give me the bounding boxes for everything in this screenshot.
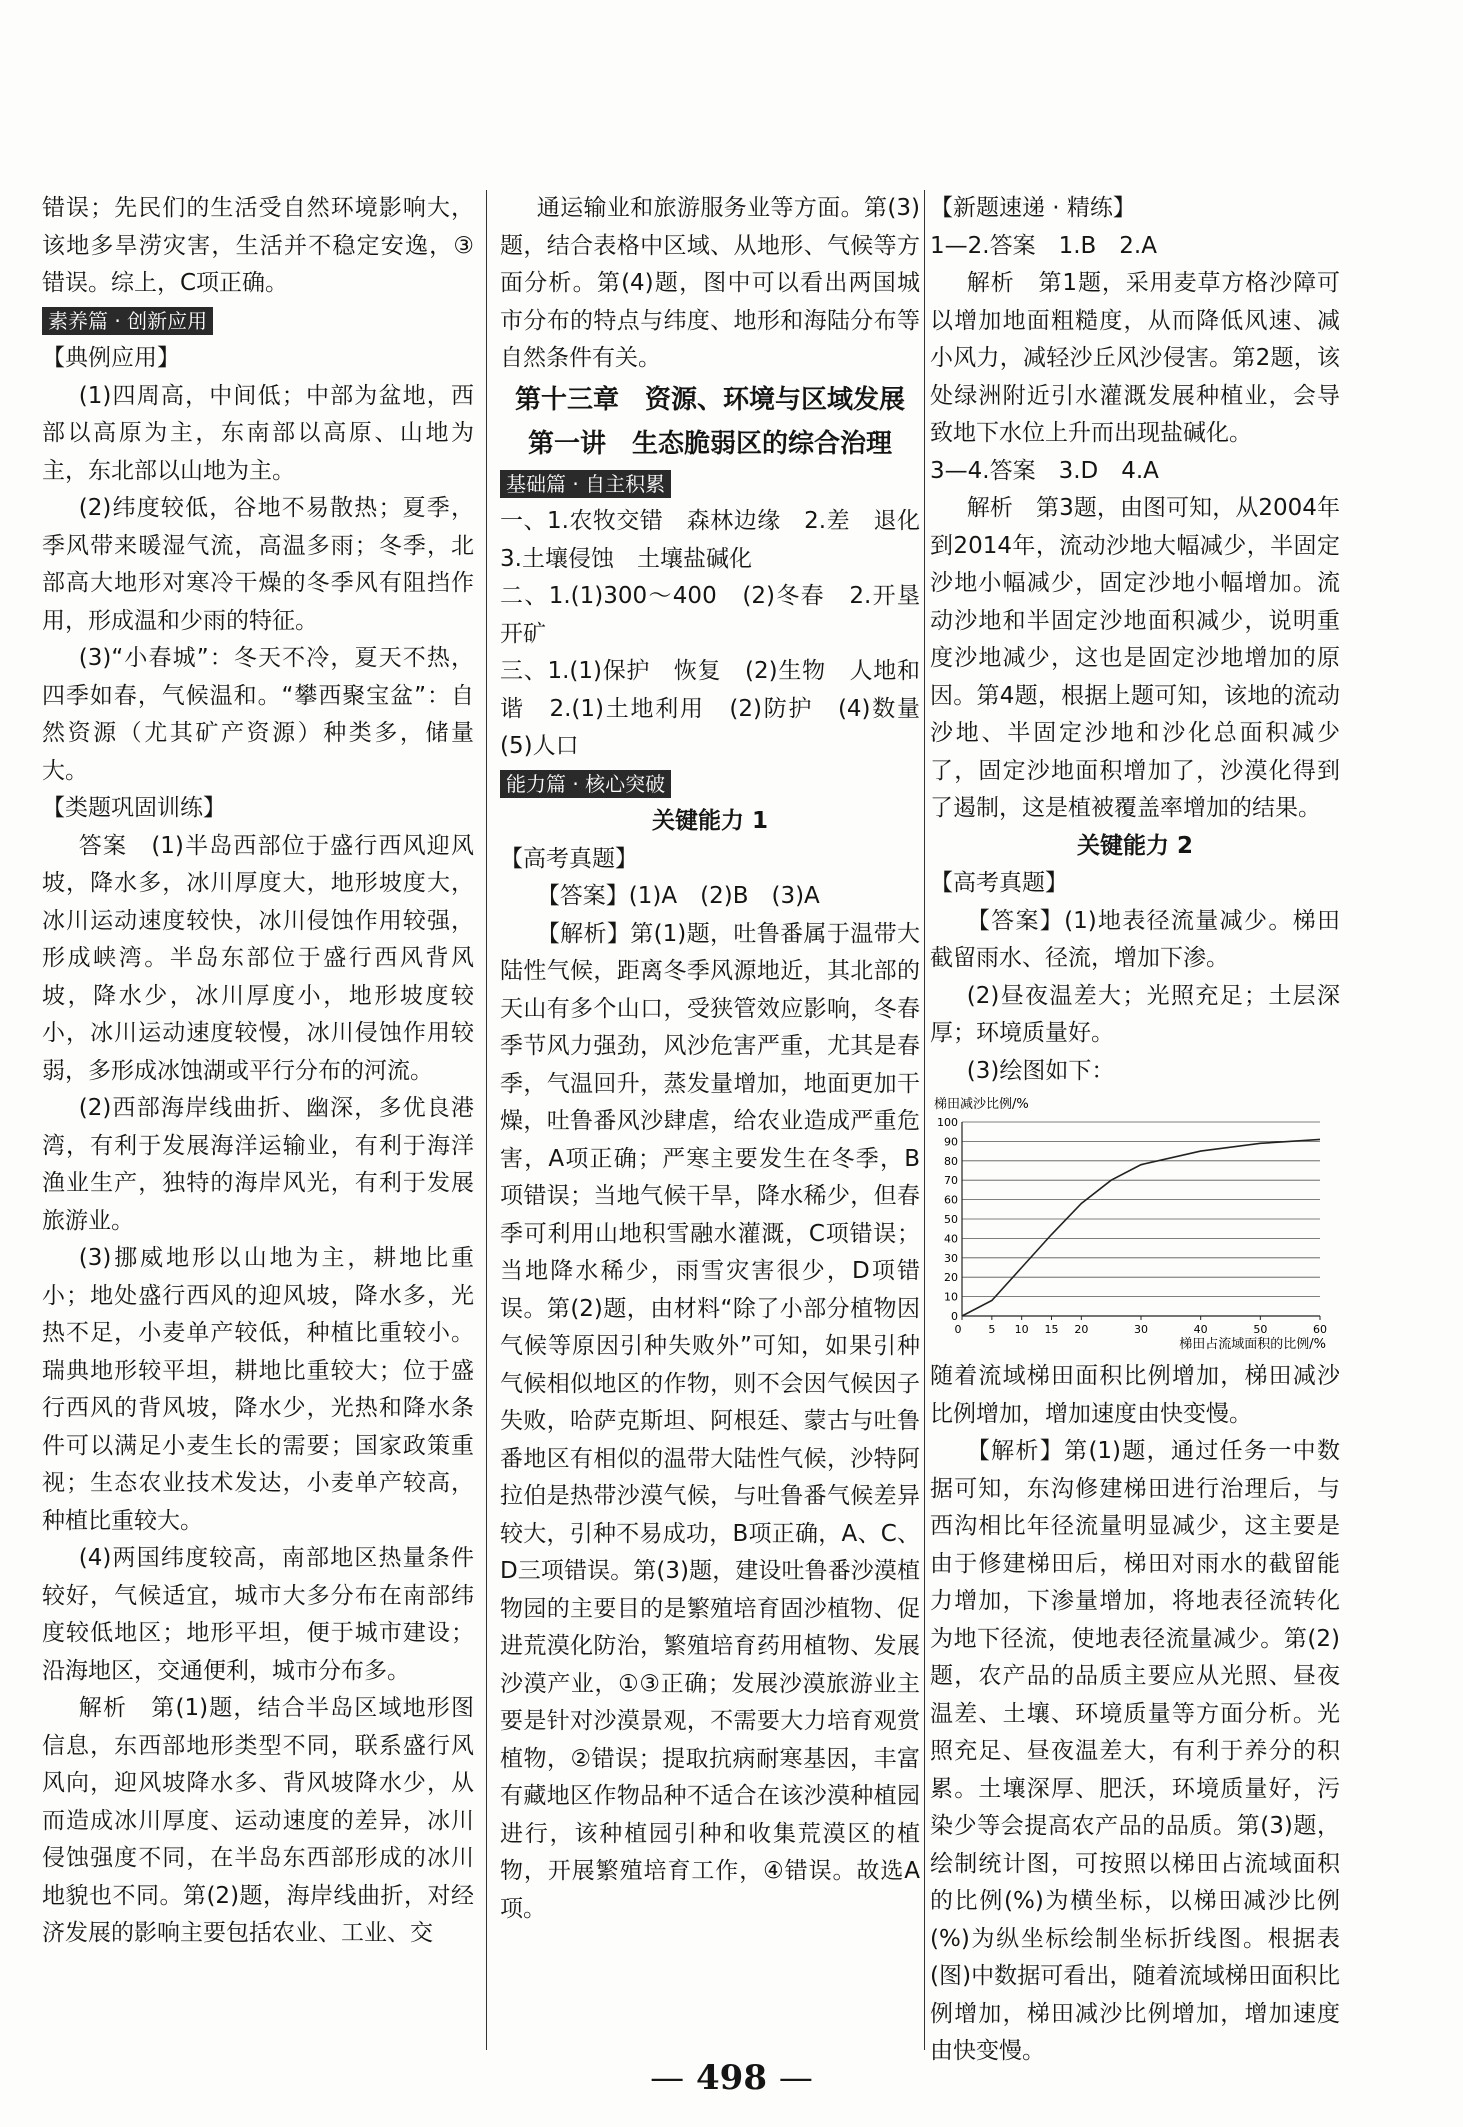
- x-tick-label: 40: [1193, 1323, 1208, 1336]
- y-tick-label: 30: [944, 1251, 958, 1265]
- x-tick-label: 20: [1074, 1323, 1089, 1336]
- analysis: 【解析】第(1)题，通过任务一中数据可知，东沟修建梯田进行治理后，与西沟相比年径流量明显减少，这主要是由于修建梯田后，梯田对雨水的截留能力增加，下渗量增加，将地表径流转化为地下径流，使地表径流量减少。第(2)题，农产品的品质主要应从光照、昼夜温差、土壤、环境质量等方面分析。光照充足、昼夜温差大，有利于养分的积累。土壤深厚、肥沃，环境质量好，污染少等会提高农产品的品质。第(3)题，绘制统计图，可按照以梯田占流域面积的比例(%)为横坐标，以梯田减沙比例(%)为纵坐标绘制坐标折线图。根据表(图)中数据可看出，随着流域梯田面积比例增加，梯田减沙比例增加，增加速度由快变慢。: [930, 1438, 1340, 2064]
- y-tick-label: 20: [944, 1271, 958, 1285]
- paragraph: 错误；先民们的生活受自然环境影响大，该地多旱涝灾害，生活并不稳定安逸，③错误。综上，C项正确。: [42, 195, 474, 296]
- x-tick-label: 0: [954, 1323, 962, 1336]
- answer: (3)绘图如下：: [966, 1057, 1115, 1084]
- page-number-value: 498: [696, 2058, 767, 2098]
- y-tick-label: 90: [944, 1135, 958, 1149]
- answer: (2)昼夜温差大；光照充足；土层深厚；环境质量好。: [930, 982, 1340, 1046]
- y-tick-label: 10: [944, 1290, 958, 1304]
- series-line: [962, 1139, 1320, 1316]
- answer: 【答案】(1)A (2)B (3)A: [536, 883, 820, 909]
- y-tick-label: 40: [944, 1232, 958, 1246]
- y-axis-label: 梯田减沙比例/%: [934, 1097, 1029, 1112]
- analysis: 解析 第1题，采用麦草方格沙障可以增加地面粗糙度，从而降低风速、减小风力，减轻沙丘风沙侵害。第2题，该处绿洲附近引水灌溉发展种植业，会导致地下水位上升而出现盐碱化。: [930, 270, 1340, 446]
- answer: 答案 (1)半岛西部位于盛行西风迎风坡，降水多，冰川厚度大，地形坡度大，冰川运动速度较快，冰川侵蚀作用较强，形成峡湾。半岛东部位于盛行西风背风坡，降水少，冰川厚度小，地形坡度较小，冰川运动速度较慢，冰川侵蚀作用较弱，多形成冰蚀湖或平行分布的河流。: [42, 832, 474, 1084]
- heading-gaokao: 【高考真题】: [500, 845, 638, 872]
- x-tick-label: 10: [1014, 1323, 1029, 1336]
- chart-conclusion: 随着流域梯田面积比例增加，梯田减沙比例增加，增加速度由快变慢。: [930, 1363, 1340, 1427]
- key-ability-heading: 关键能力 2: [1076, 832, 1193, 859]
- answer-line: 一、1.农牧交错 森林边缘 2.差 退化 3.土壤侵蚀 土壤盐碱化: [500, 508, 943, 572]
- x-tick-label: 30: [1134, 1323, 1148, 1336]
- x-tick-label: 15: [1044, 1323, 1059, 1336]
- answer: (2)西部海岸线曲折、幽深，多优良港湾，有利于发展海洋运输业，有利于海洋渔业生产，独特的海岸风光，有利于发展旅游业。: [42, 1095, 474, 1234]
- heading-dianli: 【典例应用】: [42, 345, 180, 371]
- x-tick-label: 5: [988, 1323, 996, 1336]
- paragraph: (1)四周高，中间低；中部为盆地，西部以高原为主，东南部以高原、山地为主，东北部以山地为主。: [42, 382, 474, 484]
- y-tick-label: 60: [944, 1193, 958, 1207]
- y-tick-label: 80: [944, 1154, 958, 1168]
- answer: (4)两国纬度较高，南部地区热量条件较好，气候适宜，城市大多分布在南部纬度较低地区；地形平坦，便于城市建设；沿海地区，交通便利，城市分布多。: [42, 1545, 474, 1684]
- section-tag-suyang: 素养篇 · 创新应用: [42, 307, 213, 335]
- answer: (3)挪威地形以山地为主，耕地比重小；地处盛行西风的迎风坡，降水多，光热不足，小麦单产较低，种植比重较小。瑞典地形较平坦，耕地比重较大；位于盛行西风的背风坡，降水少，光热和降水条件可以满足小麦生长的需要；国家政策重视；生态农业技术发达，小麦单产较高，种植比重较大。: [42, 1245, 474, 1534]
- paragraph: (2)纬度较低，谷地不易散热；夏季，季风带来暖湿气流，高温多雨；冬季，北部高大地形对寒冷干燥的冬季风有阻挡作用，形成温和少雨的特征。: [42, 495, 474, 634]
- answer: 3—4.答案 3.D 4.A: [930, 457, 1159, 484]
- line-chart: [930, 1094, 1330, 1354]
- y-tick-label: 0: [951, 1310, 958, 1323]
- page-number: [0, 2058, 1463, 2098]
- paragraph: 通运输业和旅游服务业等方面。第(3)题，结合表格中区域、从地形、气候等方面分析。第(4)题，图中可以看出两国城市分布的特点与纬度、地形和海陆分布等自然条件有关。: [500, 195, 920, 371]
- paragraph: (3)“小春城”：冬天不冷，夏天不热，四季如春，气候温和。“攀西聚宝盆”：自然资源（尤其矿产资源）种类多，储量大。: [42, 645, 474, 784]
- x-tick-label: 50: [1253, 1323, 1268, 1336]
- lecture-title: 第一讲 生态脆弱区的综合治理: [527, 428, 892, 459]
- x-tick-label: 60: [1313, 1323, 1327, 1336]
- heading-leiti: 【类题巩固训练】: [42, 795, 226, 821]
- heading-xinti: 【新题速递 · 精练】: [930, 195, 1136, 221]
- answer-line: 二、1.(1)300～400 (2)冬春 2.开垦开矿: [500, 583, 920, 647]
- y-tick-label: 100: [937, 1116, 958, 1129]
- column-divider: [924, 190, 925, 2050]
- page-dash-left: —: [650, 2058, 685, 2098]
- page-dash-right: —: [778, 2058, 813, 2098]
- analysis: 【解析】第(1)题，吐鲁番属于温带大陆性气候，距离冬季风源地近，其北部的天山有多个山口，受狭管效应影响，冬春季节风力强劲，风沙危害严重，尤其是春季，气温回升，蒸发量增加，地面更加干燥，吐鲁番风沙肆虐，给农业造成严重危害，A项正确；严寒主要发生在冬季，B项错误；当地气候干旱，降水稀少，但春季可利用山地积雪融水灌溉，C项错误；当地降水稀少，雨雪灾害很少，D项错误。第(2)题，由材料“除了小部分植物因气候等原因引种失败外”可知，如果引种气候相似地区的作物，则不会因气候因子失败，哈萨克斯坦、阿根廷、蒙古与吐鲁番地区有相似的温带大陆性气候，沙特阿拉伯是热带沙漠气候，与吐鲁番气候差异较大，引种不易成功，B项正确，A、C、D三项错误。第(3)题，建设吐鲁番沙漠植物园的主要目的是繁殖培育固沙植物、促进荒漠化防治，繁殖培育药用植物、发展沙漠产业，①③正确；发展沙漠旅游业主要是针对沙漠景观，不需要大力培育观赏植物，②错误；提取抗病耐寒基因，丰富有藏地区作物品种不适合在该沙漠种植园进行，该种植园引种和收集荒漠区的植物，开展繁殖培育工作，④错误。故选A项。: [500, 920, 920, 1922]
- answer-line: 三、1.(1)保护 恢复 (2)生物 人地和谐 2.(1)土地利用 (2)防护 (4)数量 (5)人口: [500, 658, 943, 759]
- section-tag-jichu: 基础篇 · 自主积累: [500, 470, 671, 498]
- y-tick-label: 50: [944, 1213, 958, 1226]
- column-left: [42, 190, 474, 1953]
- answer: 1—2.答案 1.B 2.A: [930, 232, 1157, 259]
- chapter-title: 第十三章 资源、环境与区域发展: [514, 384, 905, 415]
- column-middle: [500, 190, 943, 1928]
- heading-gaokao: 【高考真题】: [930, 870, 1068, 896]
- analysis: 解析 第(1)题，结合半岛区域地形图信息，东西部地形类型不同，联系盛行风风向，迎风坡降水多、背风坡降水少，从而造成冰川厚度、运动速度的差异，冰川侵蚀强度不同，在半岛东西部形成的冰川地貌也不同。第(2)题，海岸线曲折，对经济发展的影响主要包括农业、工业、交: [42, 1695, 474, 1946]
- y-tick-label: 70: [944, 1174, 958, 1188]
- section-tag-nengli: 能力篇 · 核心突破: [500, 770, 671, 798]
- column-divider: [486, 190, 487, 2050]
- column-right: [930, 190, 1340, 2071]
- x-axis-label: 梯田占流域面积的比例/%: [1179, 1337, 1326, 1352]
- analysis: 解析 第3题，由图可知，从2004年到2014年，流动沙地大幅减少，半固定沙地小幅减少，固定沙地小幅增加。流动沙地和半固定沙地面积减少，说明重度沙地减少，这也是固定沙地增加的原因。第4题，根据上题可知，该地的流动沙地、半固定沙地和沙化总面积减少了，固定沙地面积增加了，沙漠化得到了遏制，这是植被覆盖率增加的结果。: [930, 495, 1340, 821]
- key-ability-heading: 关键能力 1: [651, 808, 768, 834]
- answer: 【答案】(1)地表径流量减少。梯田截留雨水、径流，增加下渗。: [930, 907, 1340, 971]
